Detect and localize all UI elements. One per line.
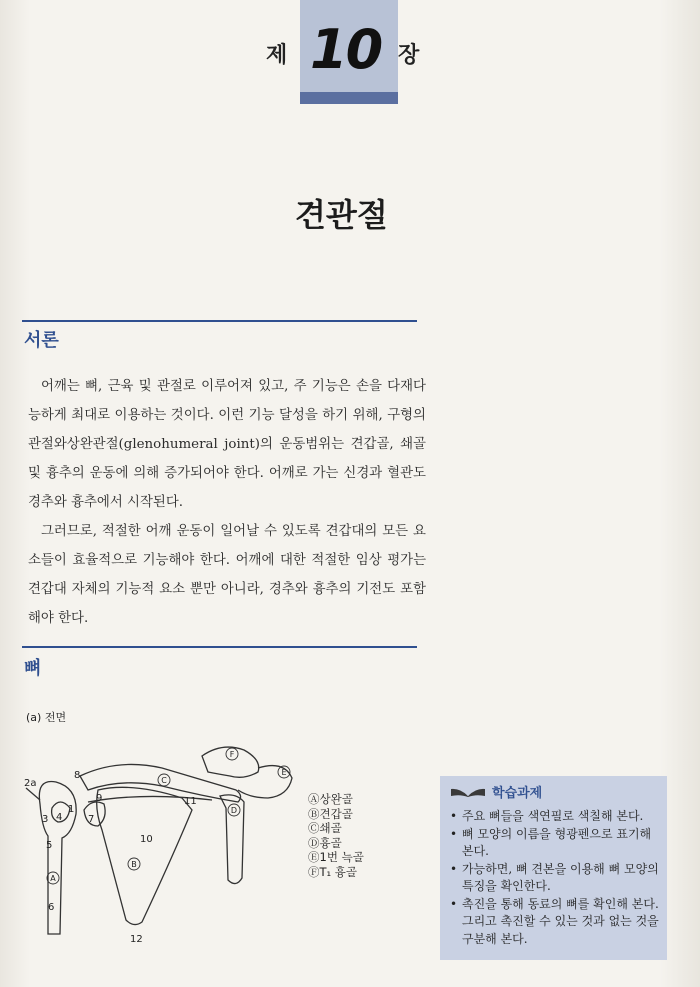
- figure-label: (a) 전면: [26, 711, 67, 724]
- intro-rule: [22, 320, 417, 322]
- open-book-icon: [450, 784, 486, 798]
- marker-c: C: [161, 776, 167, 785]
- bleed-through-text: [40, 92, 44, 107]
- legend-item-humerus: Ⓐ상완골: [308, 792, 353, 806]
- study-tasks-heading: 학습과제: [492, 786, 543, 801]
- intro-heading: 서론: [24, 330, 59, 351]
- diagram-number-6: 6: [48, 902, 55, 913]
- legend-item-t1: ⒻT₁ 흉골: [308, 864, 358, 879]
- diagram-number-11: 11: [184, 796, 197, 807]
- shoulder-bone-diagram: [22, 738, 312, 948]
- chapter-number: 10: [310, 18, 382, 81]
- bones-heading: 뼈: [24, 658, 42, 679]
- diagram-number-1: 1: [68, 804, 75, 815]
- diagram-number-7: 7: [88, 814, 95, 825]
- intro-paragraph-2-text: 그러므로, 적절한 어깨 운동이 일어날 수 있도록 견갑대의 모든 요소들이 효율적으로 기능해야 한다. 어깨에 대한 적절한 임상 평가는 견갑대 자체의 기능적 요소 뿐만 아니라, 경추와 흉추의 기전도 포함해야 한다.: [28, 524, 426, 626]
- study-task-item: • 뼈 모양의 이름을 형광펜으로 표기해 본다.: [450, 826, 662, 861]
- diagram-number-4: 4: [56, 812, 63, 823]
- diagram-number-9: 9: [96, 793, 103, 804]
- chapter-tab-accent: [300, 92, 398, 104]
- intro-paragraph-1: [28, 372, 426, 517]
- diagram-number-3: 3: [42, 814, 49, 825]
- marker-b: B: [131, 860, 137, 869]
- diagram-number-2a: 2a: [24, 778, 37, 789]
- intro-paragraph-2: [28, 517, 426, 633]
- marker-e: E: [281, 768, 287, 777]
- marker-f: F: [229, 750, 235, 759]
- study-task-item: • 주요 뼈들을 색연필로 색칠해 본다.: [450, 808, 662, 826]
- chapter-suffix: 장: [398, 43, 420, 68]
- marker-a: A: [50, 874, 56, 883]
- bones-rule: [22, 646, 417, 648]
- legend-item-clavicle: Ⓒ쇄골: [308, 821, 342, 836]
- diagram-number-5: 5: [46, 840, 53, 851]
- diagram-number-12: 12: [130, 934, 143, 945]
- bone-legend: [308, 792, 364, 880]
- chapter-prefix: 제: [266, 43, 288, 68]
- diagram-number-10: 10: [140, 834, 153, 845]
- marker-d: D: [230, 806, 238, 815]
- study-task-item: • 촉진을 통해 동료의 뼈를 확인해 본다. 그리고 촉진할 수 있는 것과 없는 것을 구분해 본다.: [450, 896, 662, 949]
- pointer-2a: [26, 788, 40, 800]
- intro-paragraph-1-text: 어깨는 뼈, 근육 및 관절로 이루어져 있고, 주 기능은 손을 다재다능하게 최대로 이용하는 것이다. 이런 기능 달성을 하기 위해, 구형의 관절와상완관절(glenohumeral joint)의 운동범위는 견갑골, 쇄골 및 흉추의 운동에 의해 증가되어야 한다. 어깨로 가는 신경과 혈관도 경추와 흉추에서 시작된다.: [28, 379, 426, 510]
- diagram-number-8: 8: [74, 770, 81, 781]
- legend-item-sternum: Ⓓ흉골: [308, 835, 342, 850]
- study-tasks-box: [440, 776, 667, 960]
- study-task-item: • 가능하면, 뼈 견본을 이용해 뼈 모양의 특징을 확인한다.: [450, 861, 662, 896]
- legend-item-first-rib: Ⓔ1번 늑골: [308, 850, 364, 865]
- scapula-outline: [97, 787, 192, 924]
- study-tasks-list: [450, 808, 662, 948]
- chapter-title: 견관절: [295, 196, 388, 234]
- legend-item-scapula: Ⓑ견갑골: [308, 806, 353, 821]
